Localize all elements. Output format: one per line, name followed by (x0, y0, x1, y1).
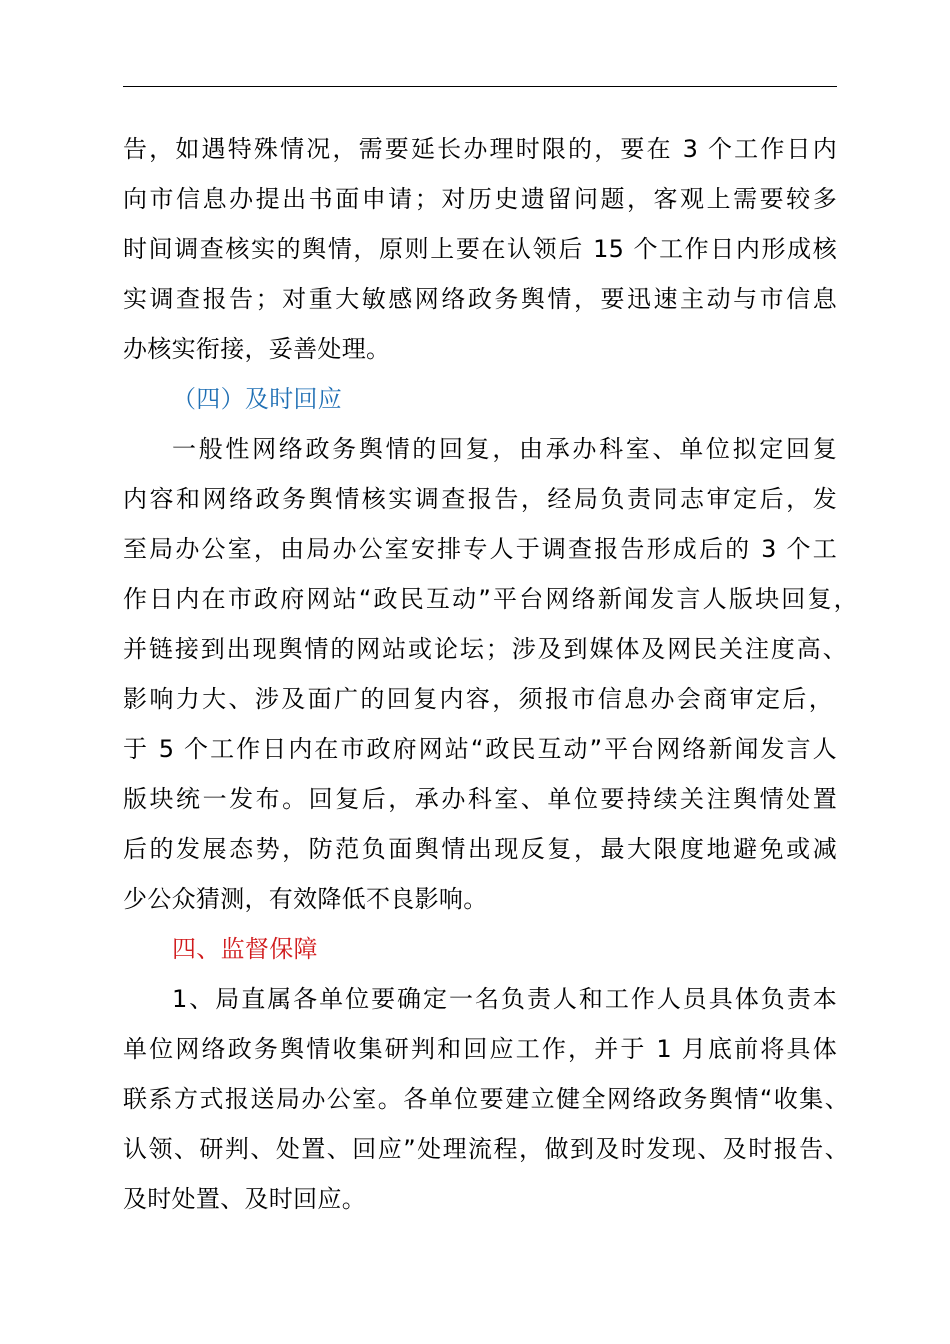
paragraph-line: 实调查报告；对重大敏感网络政务舆情，要迅速主动与市信息 (123, 285, 837, 313)
paragraph-line: 联系方式报送局办公室。各单位要建立健全网络政务舆情“收集、 (123, 1085, 849, 1113)
paragraph-line: 单位网络政务舆情收集研判和回应工作，并于 1 月底前将具体 (123, 1035, 837, 1063)
paragraph-line: 影响力大、涉及面广的回复内容，须报市信息办会商审定后， (123, 685, 833, 713)
paragraph-line: 并链接到出现舆情的网站或论坛；涉及到媒体及网民关注度高、 (123, 635, 847, 663)
paragraph-line: 少公众猜测，有效降低不良影响。 (123, 885, 488, 913)
paragraph-line: 内容和网络政务舆情核实调查报告，经局负责同志审定后，发 (123, 485, 837, 513)
paragraph-line: 认领、研判、处置、回应”处理流程，做到及时发现、及时报告、 (123, 1135, 849, 1163)
paragraph-line: 一般性网络政务舆情的回复，由承办科室、单位拟定回复 (172, 435, 837, 463)
subheading-timely-response: （四）及时回应 (172, 385, 343, 413)
paragraph-line: 告，如遇特殊情况，需要延长办理时限的，要在 3 个工作日内 (123, 135, 837, 163)
header-rule (123, 86, 837, 87)
paragraph-line: 版块统一发布。回复后，承办科室、单位要持续关注舆情处置 (123, 785, 837, 813)
paragraph-line: 作日内在市政府网站“政民互动”平台网络新闻发言人版块回复， (123, 585, 858, 613)
paragraph-line: 1、局直属各单位要确定一名负责人和工作人员具体负责本 (172, 985, 837, 1013)
paragraph-line: 向市信息办提出书面申请；对历史遗留问题，客观上需要较多 (123, 185, 837, 213)
paragraph-line: 至局办公室，由局办公室安排专人于调查报告形成后的 3 个工 (123, 535, 837, 563)
paragraph-line: 办核实衔接，妥善处理。 (123, 335, 391, 363)
paragraph-line: 于 5 个工作日内在市政府网站“政民互动”平台网络新闻发言人 (123, 735, 837, 763)
section-heading-supervision: 四、监督保障 (172, 935, 318, 963)
paragraph-line: 时间调查核实的舆情，原则上要在认领后 15 个工作日内形成核 (123, 235, 837, 263)
paragraph-line: 及时处置、及时回应。 (123, 1185, 366, 1213)
paragraph-line: 后的发展态势，防范负面舆情出现反复，最大限度地避免或减 (123, 835, 837, 863)
